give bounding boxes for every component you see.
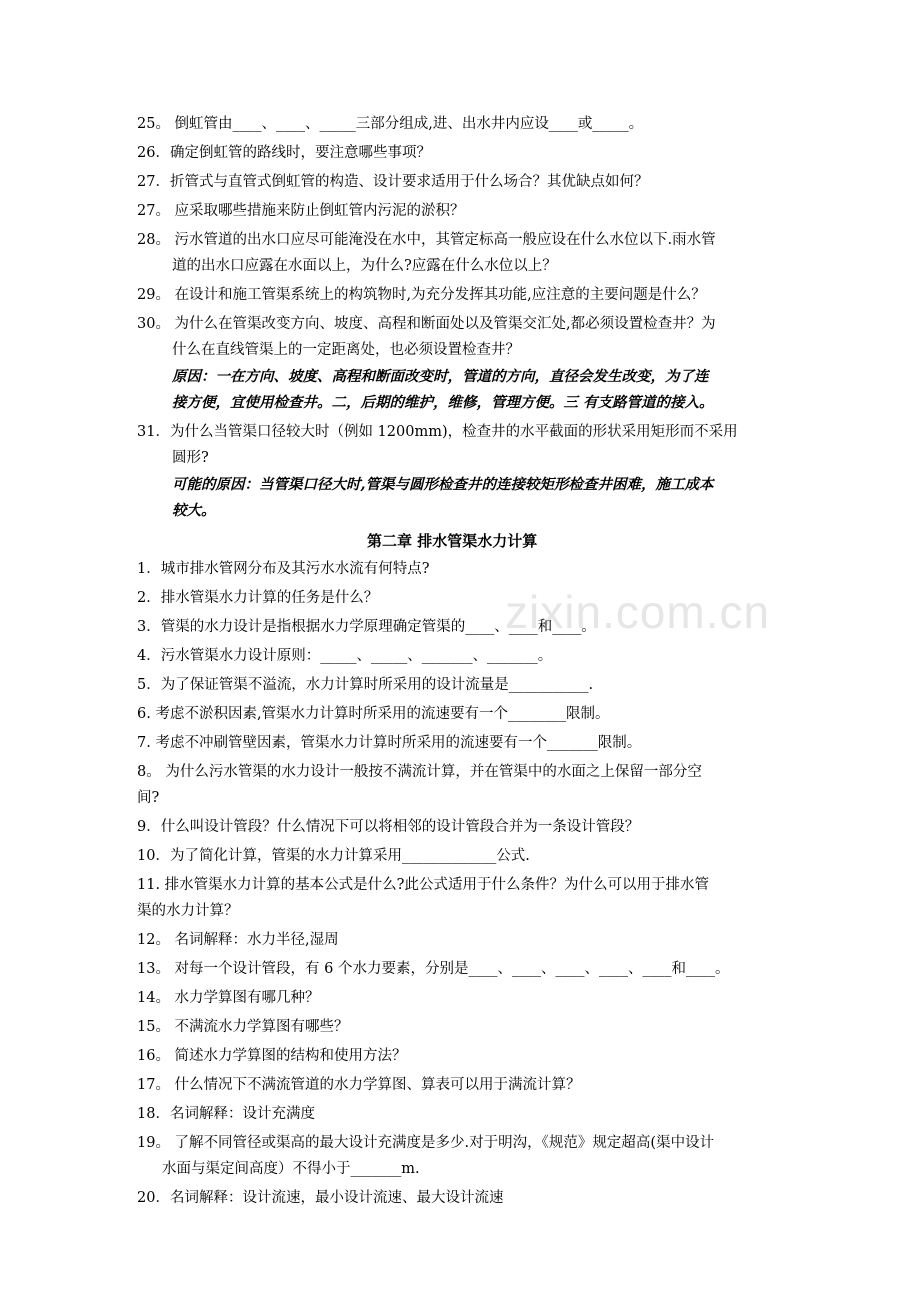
text-line: 12。 名词解释：水力半径,湿周 xyxy=(137,932,339,948)
text-line: 圆形? xyxy=(172,450,209,466)
text-line: 间? xyxy=(137,790,160,806)
text-line: 道的出水口应露在水面以上，为什么?应露在什么水位以上？ xyxy=(172,258,557,274)
text-line: 3．管渠的水力设计是指根据水力学原理确定管渠的____、____和____。 xyxy=(137,619,596,635)
text-line: 7. 考虑不冲刷管壁因素，管渠水力计算时所采用的流速要有一个_______限制。 xyxy=(137,735,642,751)
text-line: 10．为了简化计算，管渠的水力计算采用_____________公式. xyxy=(137,848,530,864)
text-line: 27．折管式与直管式倒虹管的构造、设计要求适用于什么场合？其优缺点如何？ xyxy=(137,174,649,190)
text-line: 可能的原因：当管渠口径大时,管渠与圆形检查井的连接较矩形检查井困难，施工成本 xyxy=(172,476,714,493)
text-line: 8。 为什么污水管渠的水力设计一般按不满流计算，并在管渠中的水面之上保留一部分空 xyxy=(137,764,702,780)
text-line: 13。 对每一个设计管段，有 6 个水力要素，分别是____、____、____、____、____和____。 xyxy=(137,961,730,977)
text-line: 25。 倒虹管由____、____、_____三部分组成,进、出水井内应设____或_____。 xyxy=(137,116,644,132)
text-line: 原因：一在方向、坡度、高程和断面改变时，管道的方向，直径会发生改变，为了连 xyxy=(172,368,709,385)
text-line: 15。 不满流水力学算图有哪些？ xyxy=(137,1019,349,1035)
text-line: 9．什么叫设计管段？什么情况下可以将相邻的设计管段合并为一条设计管段？ xyxy=(137,819,640,835)
text-line: 11. 排水管渠水力计算的基本公式是什么?此公式适用于什么条件？为什么可以用于排水管 xyxy=(137,877,709,893)
chapter-title: 第二章 排水管渠水力计算 xyxy=(367,532,538,550)
text-line: 6. 考虑不淤积因素,管渠水力计算时所采用的流速要有一个________限制。 xyxy=(137,706,610,722)
text-line: 17。 什么情况下不满流管道的水力学算图、算表可以用于满流计算？ xyxy=(137,1077,581,1093)
text-line: 26．确定倒虹管的路线时，要注意哪些事项？ xyxy=(137,145,431,161)
text-line: 28。 污水管道的出水口应尽可能淹没在水中，其管定标高一般应设在什么水位以下.雨水管 xyxy=(137,232,716,248)
text-line: 30。 为什么在管渠改变方向、坡度、高程和断面处以及管渠交汇处,都必须设置检查井？为 xyxy=(137,316,716,332)
watermark: zixin.com.cn xyxy=(505,586,771,638)
text-line: 16。 简述水力学算图的结构和使用方法？ xyxy=(137,1048,407,1064)
text-line: 29。 在设计和施工管渠系统上的构筑物时,为充分发挥其功能,应注意的主要问题是什么？ xyxy=(137,287,706,303)
text-line: 1．城市排水管网分布及其污水水流有何特点? xyxy=(137,561,430,577)
text-line: 31．为什么当管渠口径较大时（例如 1200mm)，检查井的水平截面的形状采用矩形而不采用 xyxy=(137,424,738,440)
text-line: 接方便，宜使用检查井。二，后期的维护，维修，管理方便。三 有支路管道的接入。 xyxy=(172,394,714,411)
text-line: 较大。 xyxy=(172,502,216,519)
text-line: 水面与渠定间高度）不得小于_______m. xyxy=(162,1161,420,1177)
text-line: 27。 应采取哪些措施来防止倒虹管内污泥的淤积？ xyxy=(137,203,465,219)
text-line: 5．为了保证管渠不溢流，水力计算时所采用的设计流量是___________. xyxy=(137,677,594,693)
text-line: 20．名词解释：设计流速，最小设计流速、最大设计流速 xyxy=(137,1190,504,1206)
text-line: 2．排水管渠水力计算的任务是什么？ xyxy=(137,590,379,606)
text-line: 什么在直线管渠上的一定距离处，也必须设置检查井？ xyxy=(172,342,520,358)
text-line: 18．名词解释：设计充满度 xyxy=(137,1106,315,1122)
text-line: 4．污水管渠水力设计原则：_____、_____、_______、_______。 xyxy=(137,648,553,664)
text-line: 渠的水力计算？ xyxy=(137,903,239,919)
text-line: 19。 了解不同管径或渠高的最大设计充满度是多少.对于明沟，《规范》规定超高(渠中设计 xyxy=(137,1135,715,1151)
text-line: 14。 水力学算图有哪几种？ xyxy=(137,990,320,1006)
